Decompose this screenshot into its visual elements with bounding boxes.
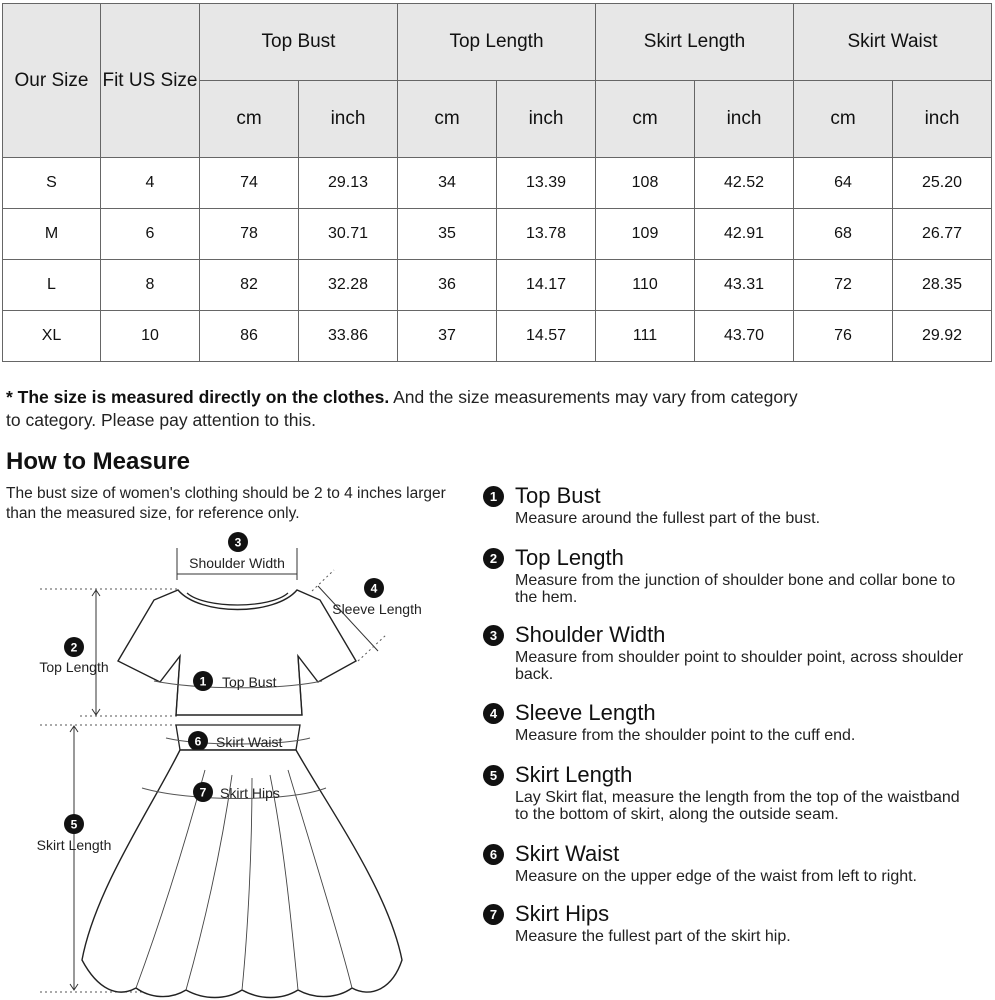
table-cell: 72 — [794, 260, 893, 311]
label-sleeve-length: Sleeve Length — [332, 601, 422, 617]
unit-cell: inch — [497, 81, 596, 158]
table-cell: 86 — [200, 311, 299, 362]
table-row — [3, 260, 992, 311]
table-cell: 43.70 — [695, 311, 794, 362]
dress-neckline — [187, 593, 288, 605]
size-note-rest: And the size measurements may vary from category to category. Please pay attention to this. — [6, 387, 798, 430]
marker-2-number: 2 — [70, 640, 78, 655]
step-number-badge: 7 — [483, 904, 504, 925]
table-cell: 13.39 — [497, 158, 596, 209]
unit-cell: inch — [893, 81, 992, 158]
table-cell: 82 — [200, 260, 299, 311]
table-cell: 109 — [596, 209, 695, 260]
step-title: Skirt Waist — [515, 841, 620, 866]
step-title: Skirt Hips — [515, 901, 610, 926]
step-title: Top Length — [515, 545, 624, 570]
dress-diagram — [0, 520, 470, 1000]
table-cell: 14.57 — [497, 311, 596, 362]
table-cell: 35 — [398, 209, 497, 260]
step-number-badge: 2 — [483, 548, 504, 569]
table-cell: 28.35 — [893, 260, 992, 311]
size-note — [6, 386, 806, 432]
table-cell: 64 — [794, 158, 893, 209]
label-top-bust: Top Bust — [222, 674, 277, 690]
table-cell: 68 — [794, 209, 893, 260]
step-description: Measure the fullest part of the skirt hip. — [515, 928, 791, 945]
unit-cell: inch — [695, 81, 794, 158]
marker-7-number: 7 — [199, 785, 207, 800]
table-cell: 74 — [200, 158, 299, 209]
table-cell: 29.13 — [299, 158, 398, 209]
marker-4-number: 4 — [370, 581, 378, 596]
table-cell: 37 — [398, 311, 497, 362]
step-title: Sleeve Length — [515, 700, 656, 725]
how-to-measure-title: How to Measure — [6, 448, 191, 475]
table-row — [3, 158, 992, 209]
table-cell: 32.28 — [299, 260, 398, 311]
table-cell: 33.86 — [299, 311, 398, 362]
label-skirt-hips: Skirt Hips — [220, 785, 280, 801]
step-number-badge: 3 — [483, 625, 504, 646]
table-cell: 4 — [101, 158, 200, 209]
marker-6-number: 6 — [194, 734, 202, 749]
table-cell: XL — [3, 311, 101, 362]
table-cell: L — [3, 260, 101, 311]
label-skirt-waist: Skirt Waist — [216, 734, 283, 750]
sleeve-guide-top — [312, 570, 334, 591]
unit-cell: inch — [299, 81, 398, 158]
how-to-measure-intro: The bust size of women's clothing should be 2 to 4 inches larger than the measured size, for reference only. — [6, 485, 446, 522]
table-row — [3, 209, 992, 260]
header-top-bust: Top Bust — [200, 4, 398, 81]
table-cell: 30.71 — [299, 209, 398, 260]
label-skirt-length: Skirt Length — [36, 837, 112, 853]
header-our-size: Our Size — [3, 4, 101, 158]
step-description: Measure from shoulder point to shoulder point, across shoulder back. — [515, 649, 964, 683]
step-description: Measure from the shoulder point to the cuff end. — [515, 727, 856, 744]
table-cell: 43.31 — [695, 260, 794, 311]
unit-cell: cm — [200, 81, 299, 158]
dress-top-outline — [118, 590, 356, 715]
step-number-badge: 6 — [483, 844, 504, 865]
table-cell: 26.77 — [893, 209, 992, 260]
header-skirt-length: Skirt Length — [596, 4, 794, 81]
unit-cell: cm — [596, 81, 695, 158]
table-cell: 78 — [200, 209, 299, 260]
table-cell: 111 — [596, 311, 695, 362]
header-fit-us-size: Fit US Size — [101, 4, 200, 158]
table-cell: 14.17 — [497, 260, 596, 311]
size-note-bold: * The size is measured directly on the clothes. — [6, 387, 390, 407]
table-cell: 42.91 — [695, 209, 794, 260]
table-cell: 42.52 — [695, 158, 794, 209]
size-chart-table — [2, 3, 992, 362]
step-description: Measure on the upper edge of the waist from left to right. — [515, 868, 917, 885]
table-cell: S — [3, 158, 101, 209]
label-shoulder-width: Shoulder Width — [189, 555, 285, 571]
table-cell: 25.20 — [893, 158, 992, 209]
table-cell: 76 — [794, 311, 893, 362]
table-cell: 108 — [596, 158, 695, 209]
step-title: Top Bust — [515, 483, 601, 508]
header-skirt-waist: Skirt Waist — [794, 4, 992, 81]
header-top-length: Top Length — [398, 4, 596, 81]
table-cell: 110 — [596, 260, 695, 311]
step-number-badge: 4 — [483, 703, 504, 724]
table-cell: 13.78 — [497, 209, 596, 260]
table-row — [3, 311, 992, 362]
label-top-length: Top Length — [39, 659, 109, 675]
step-number-badge: 1 — [483, 486, 504, 507]
table-cell: 29.92 — [893, 311, 992, 362]
marker-1-number: 1 — [199, 674, 207, 689]
step-number-badge: 5 — [483, 765, 504, 786]
step-title: Skirt Length — [515, 762, 633, 787]
step-description: Measure around the fullest part of the bust. — [515, 510, 821, 527]
table-cell: 10 — [101, 311, 200, 362]
table-header-row — [3, 4, 992, 81]
table-cell: 8 — [101, 260, 200, 311]
marker-3-number: 3 — [234, 535, 242, 550]
unit-cell: cm — [398, 81, 497, 158]
table-cell: 36 — [398, 260, 497, 311]
step-description: Measure from the junction of shoulder bone and collar bone to the hem. — [515, 572, 956, 606]
sleeve-guide-bottom — [358, 635, 386, 661]
table-cell: 34 — [398, 158, 497, 209]
table-cell: 6 — [101, 209, 200, 260]
table-cell: M — [3, 209, 101, 260]
marker-5-number: 5 — [70, 817, 78, 832]
step-description: Lay Skirt flat, measure the length from the top of the waistband to the bottom of skirt, along the outside seam. — [515, 789, 960, 823]
unit-cell: cm — [794, 81, 893, 158]
step-title: Shoulder Width — [515, 622, 666, 647]
